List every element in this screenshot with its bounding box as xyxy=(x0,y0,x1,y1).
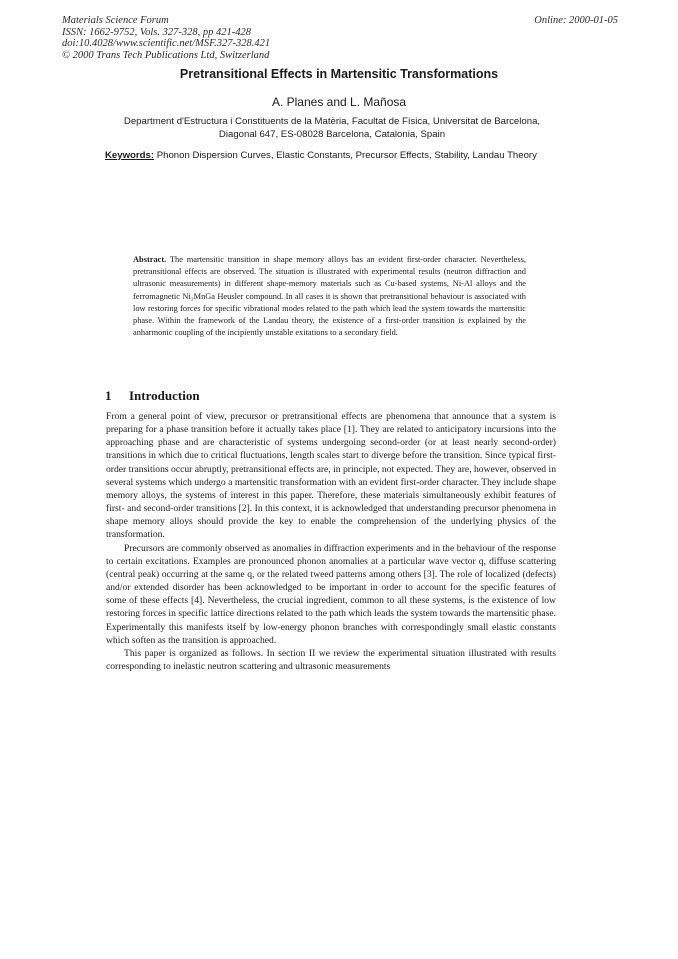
keywords-text: Phonon Dispersion Curves, Elastic Constants, Precursor Effects, Stability, Landau Theory xyxy=(156,150,537,161)
doi-line: doi:10.4028/www.scientific.net/MSF.327-328.421 xyxy=(62,38,271,49)
body-text xyxy=(106,410,556,673)
section-heading xyxy=(105,388,200,404)
paragraph: From a general point of view, precursor or pretransitional effects are phenomena that announce that a system is preparing for a phase transition before it actually takes place [1]. They are related to anticipatory incursions into the approaching phase and are characteristic of systems undergoing second-order (or at least nearly second-order) transitions in which due to critical fluctuations, length scales start to diverge before the transition. Since typical first-order transitions occur abruptly, pretransitional effects are, in principle, not expected. They are, however, observed in several systems which undergo a martensitic transformation with an evident first-order character. They include shape memory alloys, the systems of interest in this paper. Therefore, these materials simultaneously exhibit features of first- and second-order transitions [2]. In this context, it is acknowledged that understanding precursor phenomena in shape memory alloys should provide the key to enable the comprehension of the underlying physics of the transformation. xyxy=(106,411,556,541)
copyright-line: © 2000 Trans Tech Publications Ltd, Switzerland xyxy=(62,49,270,61)
paragraph: Precursors are commonly observed as anomalies in diffraction experiments and in the behaviour of the response to certain excitations. Examples are pronounced phonon anomalies at a particular wave vector q, diffuse scattering (central peak) occurring at the same q, or the related tweed patterns among others [3]. The role of localized (defects) and/or extended disorder has been acknowledged to be important in order to account for the specific features of some of these effects [4]. Nevertheless, the crucial ingredient, common to all these systems, is the existence of low restoring forces in specific lattice directions related to the path which leads the system towards the martensitic phase. Experimentally this manifests itself by low-energy phonon branches with correspondingly small elastic constants which soften as the transition is approached. xyxy=(106,542,556,646)
journal-header xyxy=(62,15,618,61)
keywords xyxy=(105,149,553,162)
section-number: 1 xyxy=(105,388,112,403)
paper-authors: A. Planes and L. Mañosa xyxy=(271,95,407,109)
abstract xyxy=(133,254,526,339)
abstract-text: The martensitic transition in shape memory alloys has an evident first-order character. Nevertheless, pretransitional effects are observed. The situation is illustrated with experimental results (neutron diffraction and ultrasonic measurements) in different shape-memory materials such as Cu-based systems, Ni-Al alloys and the ferromagnetic Ni₂MnGa Heusler compound. In all cases it is shown that pretransitional behaviour is associated with low restoring forces for specific vibrational modes related to the path which lead the system towards the martensitic phase. Within the framework of the Landau theory, the existence of a first-order transition is explained by the anharmonic coupling of the incipiently unstable exitations to a secondary field. xyxy=(133,255,526,338)
journal-name: Materials Science Forum xyxy=(62,15,169,26)
issn-line: ISSN: 1662-9752, Vols. 327-328, pp 421-428 xyxy=(62,26,251,38)
keywords-label: Keywords: xyxy=(105,150,155,161)
paragraph: This paper is organized as follows. In section II we review the experimental situation illustrated with results corresponding to inelastic neutron scattering and ultrasonic measurements xyxy=(106,647,556,672)
abstract-label: Abstract. xyxy=(133,255,167,264)
section-title: Introduction xyxy=(129,388,200,403)
affiliation: Department d'Estructura i Constituents de la Matèria, Facultat de Física, Universitat de Barcelona, Diagonal 647, ES-08028 Barcelona, Catalonia, Spain xyxy=(123,116,541,140)
paper-title: Pretransitional Effects in Martensitic Transformations xyxy=(179,67,499,81)
online-date: Online: 2000-01-05 xyxy=(534,15,618,26)
